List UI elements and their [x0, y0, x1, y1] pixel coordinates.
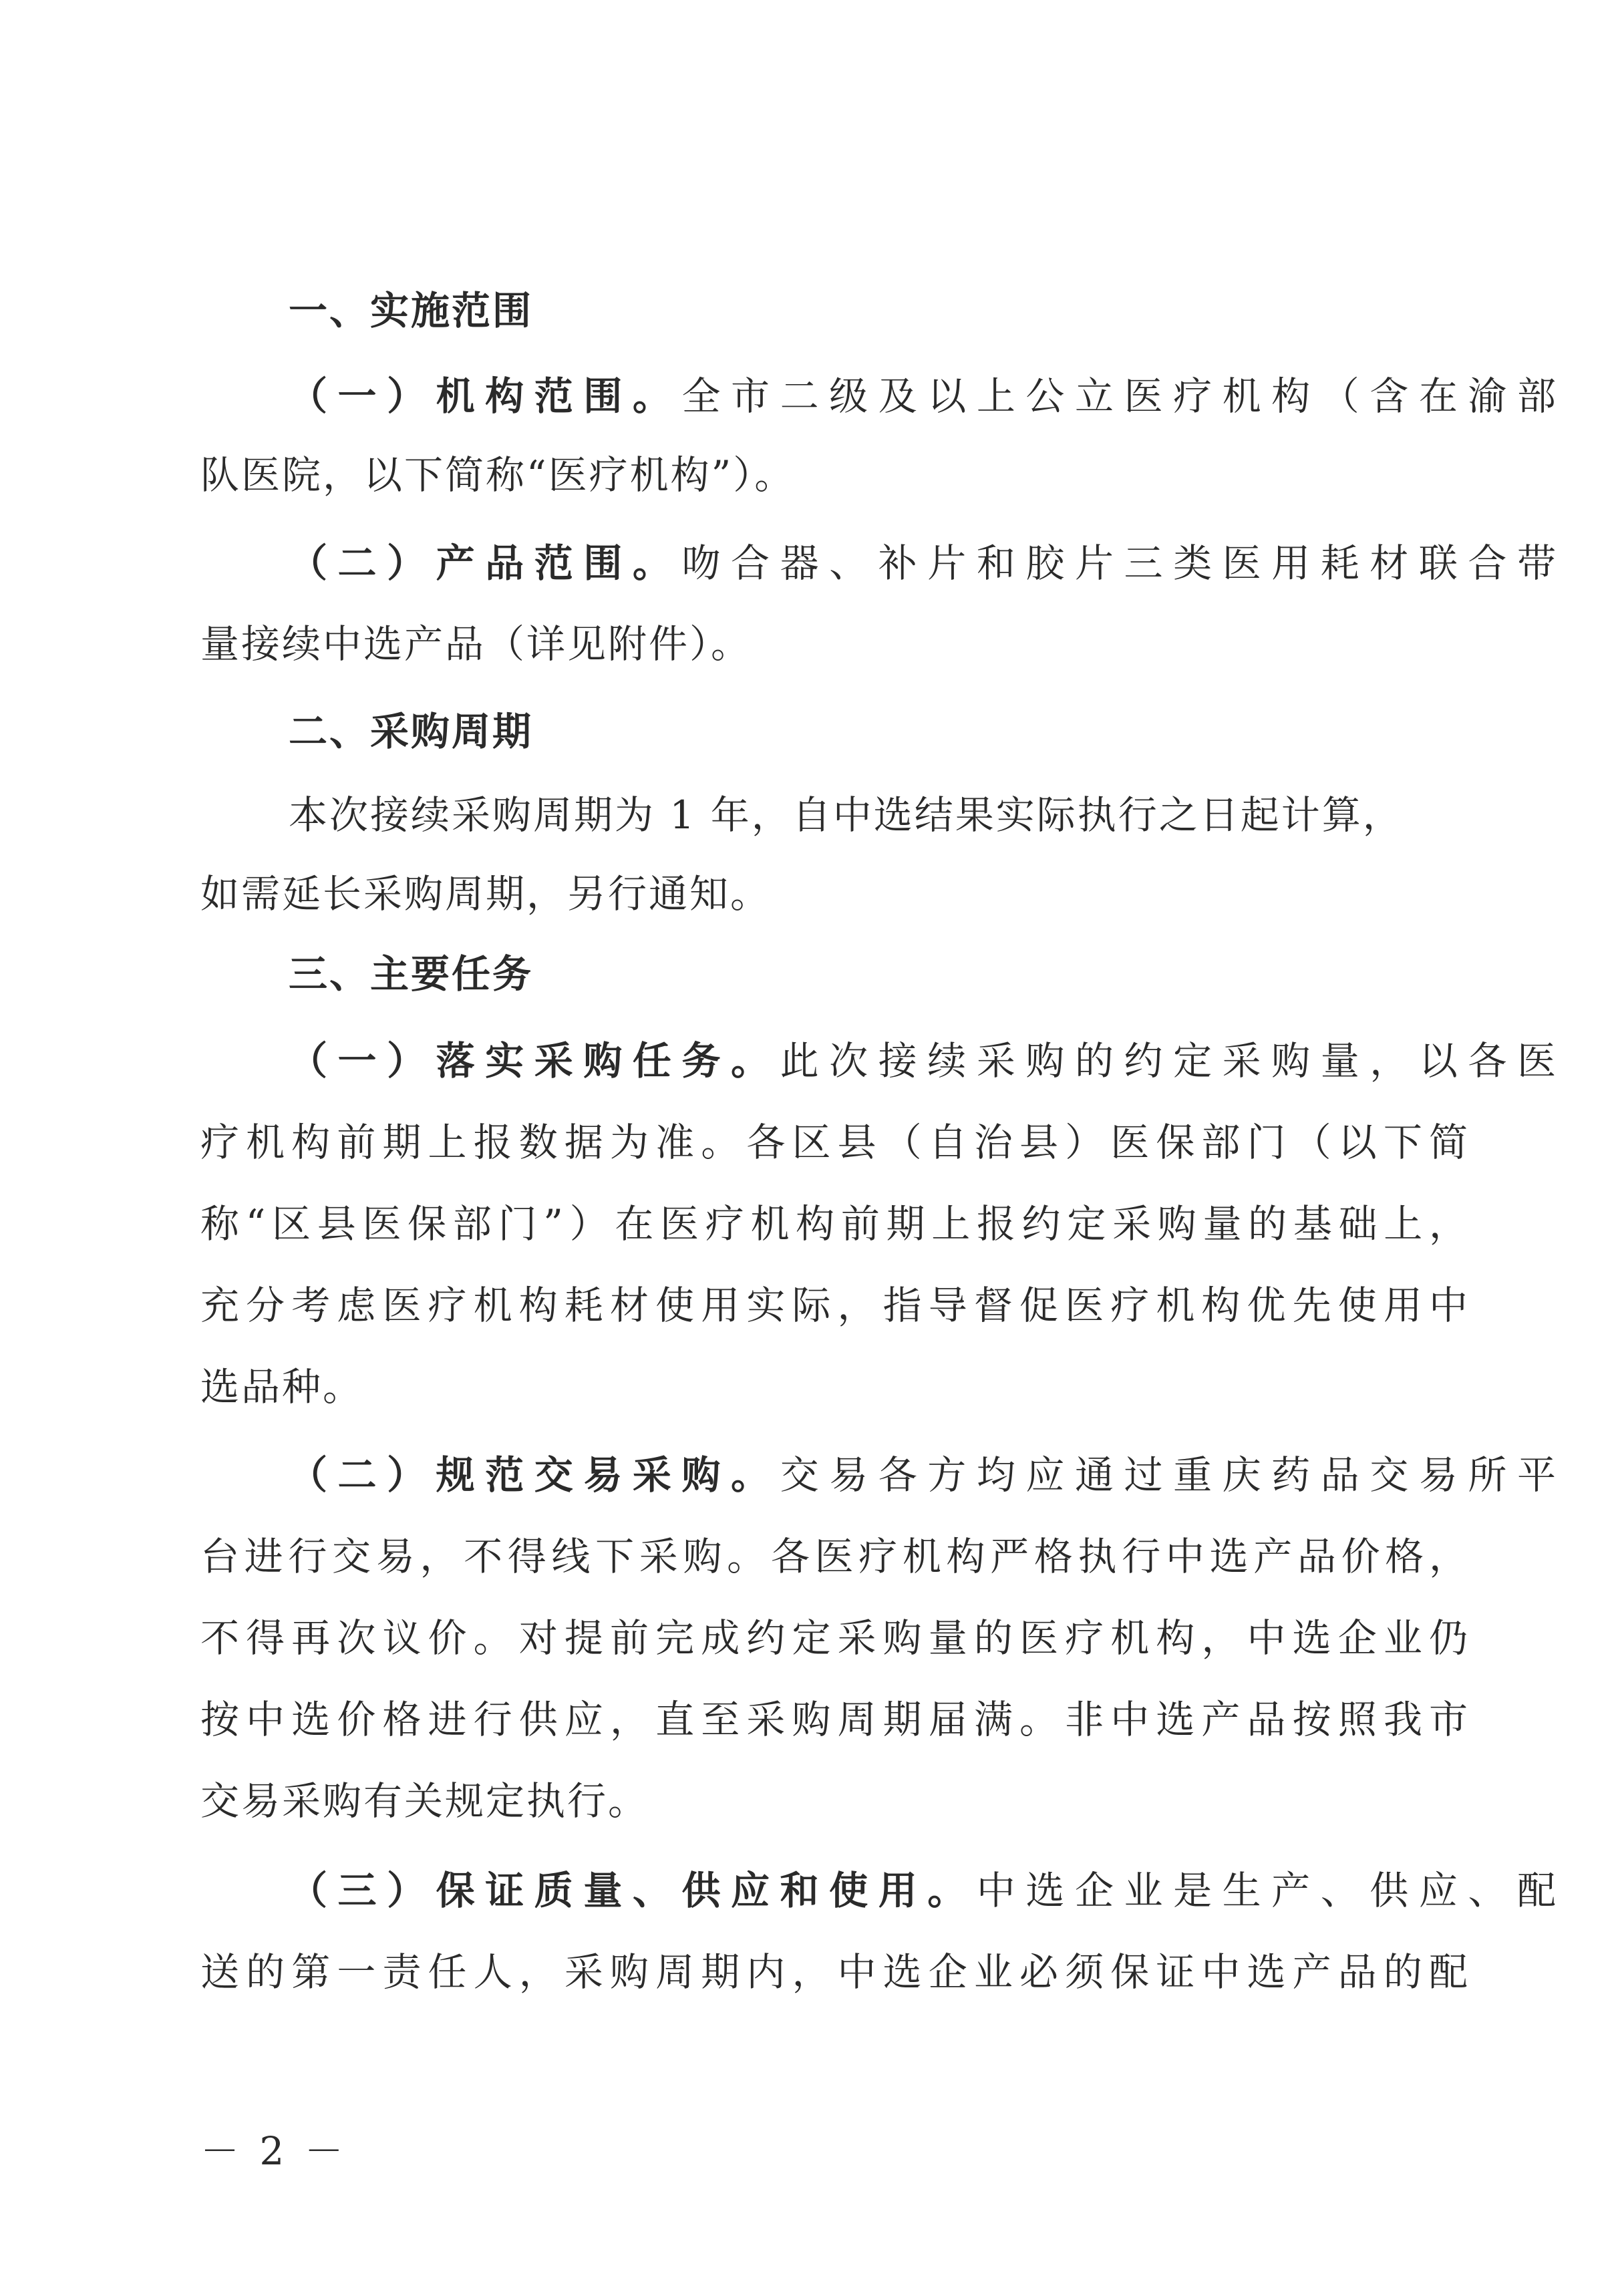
paragraph-text: 全市二级及以上公立医疗机构（含在渝部 [681, 373, 1558, 419]
paragraph-line [289, 1864, 1558, 1917]
paragraph-text: 中选企业是生产、供应、配 [976, 1868, 1558, 1913]
section-heading-period: 二、采购周期 [289, 709, 534, 754]
paragraph-line [289, 1448, 1558, 1502]
paragraph-lead: （三）保证质量、供应和使用。 [289, 1868, 977, 1913]
paragraph-line: 充分考虑医疗机构耗材使用实际，指导督促医疗机构优先使用中 [200, 1283, 1470, 1328]
paragraph-line [289, 369, 1558, 423]
paragraph-line: 本次接续采购周期为 1 年，自中选结果实际执行之日起计算， [289, 792, 1404, 838]
paragraph-line: 不得再次议价。对提前完成约定采购量的医疗机构，中选企业仍 [200, 1615, 1470, 1661]
section-heading-scope: 一、实施范围 [289, 288, 534, 333]
paragraph-line: 量接续中选产品（详见附件）。 [200, 621, 752, 667]
section-heading-tasks: 三、主要任务 [289, 951, 534, 997]
paragraph-text: 此次接续采购的约定采购量，以各医 [780, 1038, 1558, 1084]
paragraph-lead: （二）产品范围。 [289, 540, 682, 586]
paragraph-line: 选品种。 [200, 1364, 364, 1410]
paragraph-line: 送的第一责任人，采购周期内，中选企业必须保证中选产品的配 [200, 1949, 1470, 1995]
paragraph-lead: （一）落实采购任务。 [289, 1038, 780, 1084]
page-number: － 2 － [200, 2128, 347, 2174]
paragraph-text: 交易各方均应通过重庆药品交易所平 [780, 1452, 1558, 1498]
paragraph-line: 称“区县医保部门”）在医疗机构前期上报约定采购量的基础上， [200, 1201, 1470, 1247]
paragraph-lead: （二）规范交易采购。 [289, 1452, 780, 1498]
paragraph-line [289, 536, 1558, 590]
paragraph-line: 队医院，以下简称“医疗机构”）。 [200, 452, 796, 498]
paragraph-line: 如需延长采购周期，另行通知。 [200, 871, 772, 917]
paragraph-line: 按中选价格进行供应，直至采购周期届满。非中选产品按照我市 [200, 1697, 1470, 1742]
paragraph-lead: （一）机构范围。 [289, 373, 682, 419]
paragraph-line: 疗机构前期上报数据为准。各区县（自治县）医保部门（以下简 [200, 1120, 1470, 1165]
paragraph-text: 吻合器、补片和胶片三类医用耗材联合带 [681, 540, 1558, 586]
paragraph-line: 交易采购有关规定执行。 [200, 1778, 649, 1824]
paragraph-line: 台进行交易，不得线下采购。各医疗机构严格执行中选产品价格， [200, 1534, 1470, 1579]
paragraph-line [289, 1034, 1558, 1088]
